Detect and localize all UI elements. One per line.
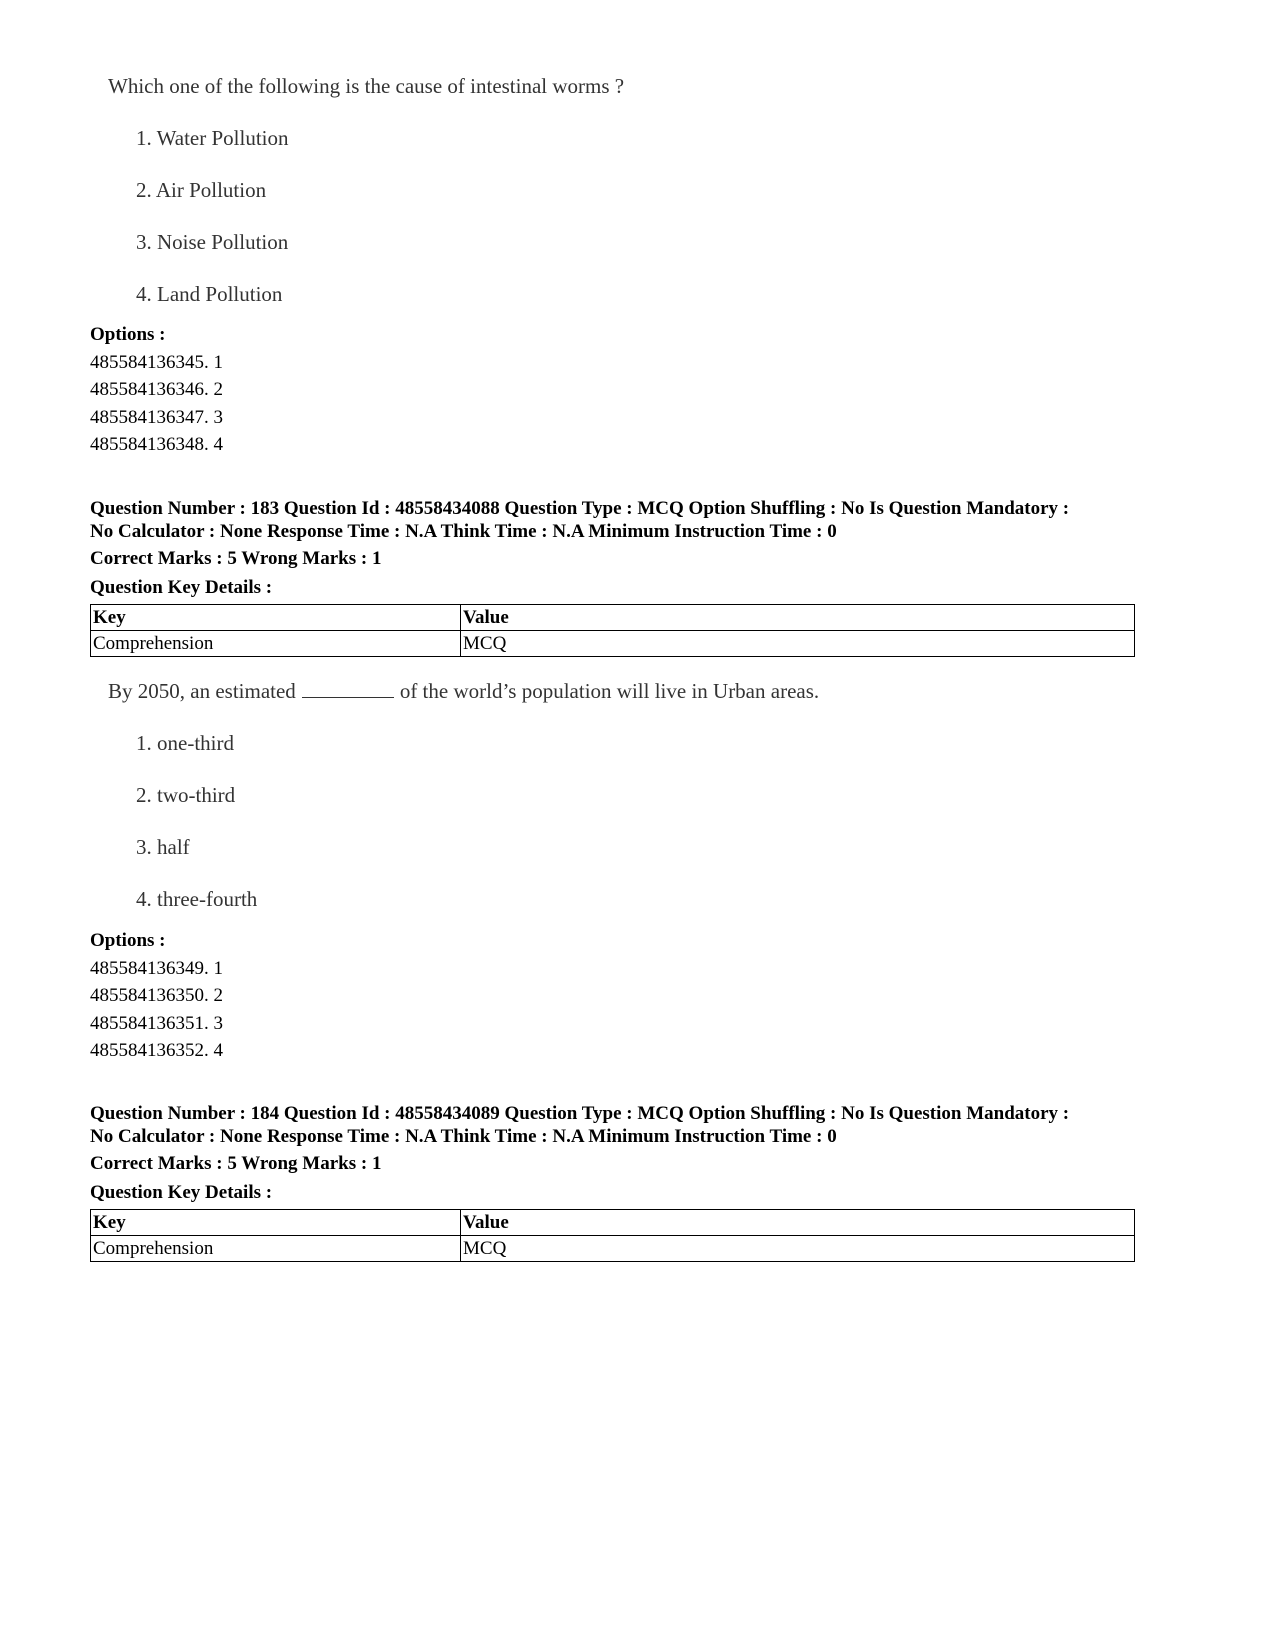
- question-meta-184: [90, 1102, 1190, 1206]
- question-stem: Which one of the following is the cause of intestinal worms ?: [108, 74, 625, 98]
- table-cell-key: Comprehension: [91, 1236, 461, 1262]
- key-value-table-184: [90, 1209, 1135, 1262]
- option-id: 485584136347. 3: [90, 406, 223, 428]
- option-id: 485584136349. 1: [90, 957, 223, 979]
- table-cell-value: MCQ: [461, 631, 1135, 657]
- option-id: 485584136352. 4: [90, 1040, 223, 1061]
- marks-line: Correct Marks : 5 Wrong Marks : 1: [90, 1153, 382, 1174]
- table-header-value: Value: [461, 1210, 1135, 1236]
- key-details-label: Question Key Details :: [90, 577, 273, 598]
- table-header-key: Key: [91, 1210, 461, 1236]
- question-choice: 1. one-third: [136, 731, 234, 755]
- question-choice: 2. two-third: [136, 783, 236, 807]
- option-id: 485584136350. 2: [90, 985, 223, 1006]
- option-id: 485584136351. 3: [90, 1012, 223, 1034]
- marks-line: Correct Marks : 5 Wrong Marks : 1: [90, 548, 382, 569]
- table-header-value: Value: [461, 605, 1135, 631]
- table-cell-key: Comprehension: [91, 631, 461, 657]
- question-choice: 4. three-fourth: [136, 887, 258, 911]
- question-meta-183: [90, 497, 1190, 601]
- options-list-1: [90, 321, 223, 459]
- table-row: [91, 1236, 1135, 1262]
- table-header-row: [91, 1210, 1135, 1236]
- option-id: 485584136348. 4: [90, 434, 223, 455]
- question-choice: 4. Land Pollution: [136, 282, 283, 306]
- question-meta-line: Question Number : 183 Question Id : 48558434088 Question Type : MCQ Option Shuffling : No Is Question Mandatory :: [90, 498, 1070, 519]
- question-image-1: [108, 74, 908, 314]
- table-header-key: Key: [91, 605, 461, 631]
- question-choice: 1. Water Pollution: [136, 126, 289, 150]
- options-list-2: [90, 927, 223, 1065]
- question-meta-line: No Calculator : None Response Time : N.A Think Time : N.A Minimum Instruction Time : 0: [90, 521, 837, 542]
- key-details-label: Question Key Details :: [90, 1182, 273, 1203]
- question-stem-start: By 2050, an estimated: [108, 679, 296, 703]
- question-choice: 3. Noise Pollution: [136, 230, 289, 254]
- question-choice: 2. Air Pollution: [136, 178, 267, 202]
- question-stem: [108, 679, 928, 703]
- question-choice: 3. half: [136, 835, 190, 859]
- question-stem-end: of the world’s population will live in Urban areas.: [399, 679, 820, 703]
- fill-in-blank: [302, 679, 394, 698]
- options-header: Options :: [90, 324, 166, 345]
- table-cell-value: MCQ: [461, 1236, 1135, 1262]
- question-meta-line: Question Number : 184 Question Id : 48558434089 Question Type : MCQ Option Shuffling : No Is Question Mandatory :: [90, 1103, 1070, 1124]
- table-row: [91, 631, 1135, 657]
- table-header-row: [91, 605, 1135, 631]
- key-value-table-183: [90, 604, 1135, 657]
- option-id: 485584136346. 2: [90, 379, 223, 400]
- question-meta-line: No Calculator : None Response Time : N.A Think Time : N.A Minimum Instruction Time : 0: [90, 1126, 837, 1147]
- question-image-2: [108, 679, 928, 919]
- options-header: Options :: [90, 930, 166, 951]
- option-id: 485584136345. 1: [90, 351, 223, 373]
